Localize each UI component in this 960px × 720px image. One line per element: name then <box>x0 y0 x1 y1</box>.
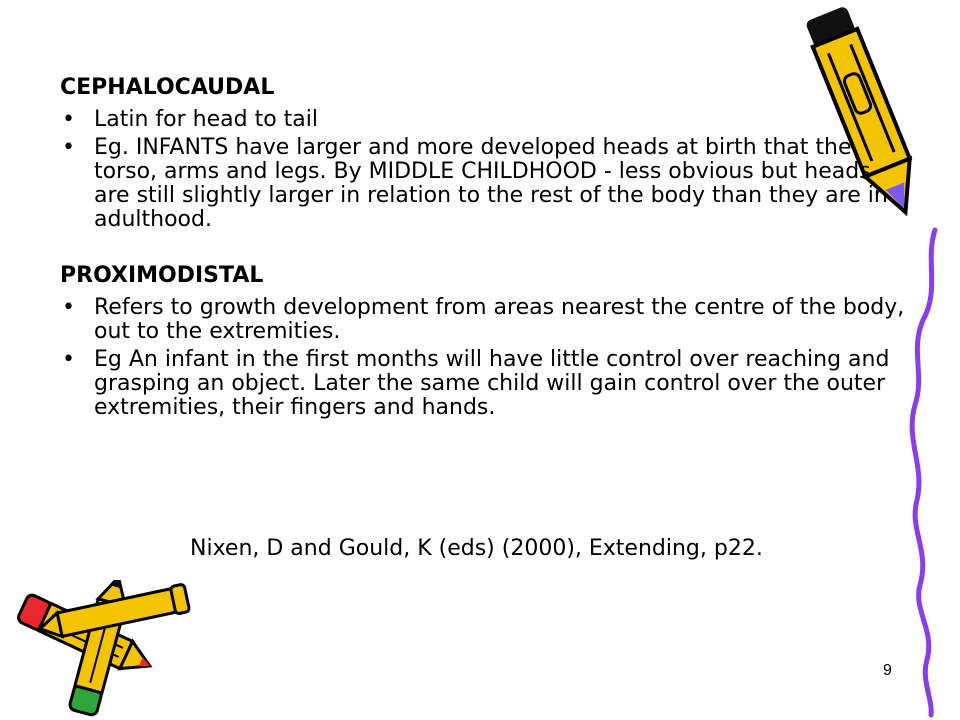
bullet-text: Eg. INFANTS have larger and more developed heads at birth that the torso, arms and legs. By MIDDLE CHILDHOOD - less obvious but heads are still slightly larger in relation to the rest of the body than they are in adulthood. <box>94 135 888 232</box>
citation: Nixen, D and Gould, K (eds) (2000), Extending, p22. <box>190 536 763 561</box>
bullet-list-cephalocaudal <box>60 108 910 232</box>
bullet-item <box>60 348 910 420</box>
bullet-item <box>60 136 910 232</box>
bullet-text: Latin for head to tail <box>94 107 318 132</box>
wavy-border-path <box>912 230 935 715</box>
page-number: 9 <box>883 662 892 679</box>
bullet-text: Refers to growth development from areas nearest the centre of the body, out to the extremities. <box>94 295 905 344</box>
bullet-text: Eg An infant in the first months will have little control over reaching and grasping an object. Later the same child will gain control over the outer extremities, their fingers and hands. <box>94 347 890 420</box>
slide-body <box>60 76 910 424</box>
bullet-dot: • <box>62 135 75 160</box>
bullet-dot: • <box>62 107 75 132</box>
bullet-item <box>60 108 910 132</box>
heading-proximodistal: PROXIMODISTAL <box>60 263 264 288</box>
bullet-dot: • <box>62 347 75 372</box>
bullet-dot: • <box>62 295 75 320</box>
bullet-item <box>60 296 910 344</box>
pencils-icon-bottom-left <box>0 580 200 720</box>
heading-cephalocaudal: CEPHALOCAUDAL <box>60 75 275 100</box>
bullet-list-proximodistal <box>60 296 910 420</box>
